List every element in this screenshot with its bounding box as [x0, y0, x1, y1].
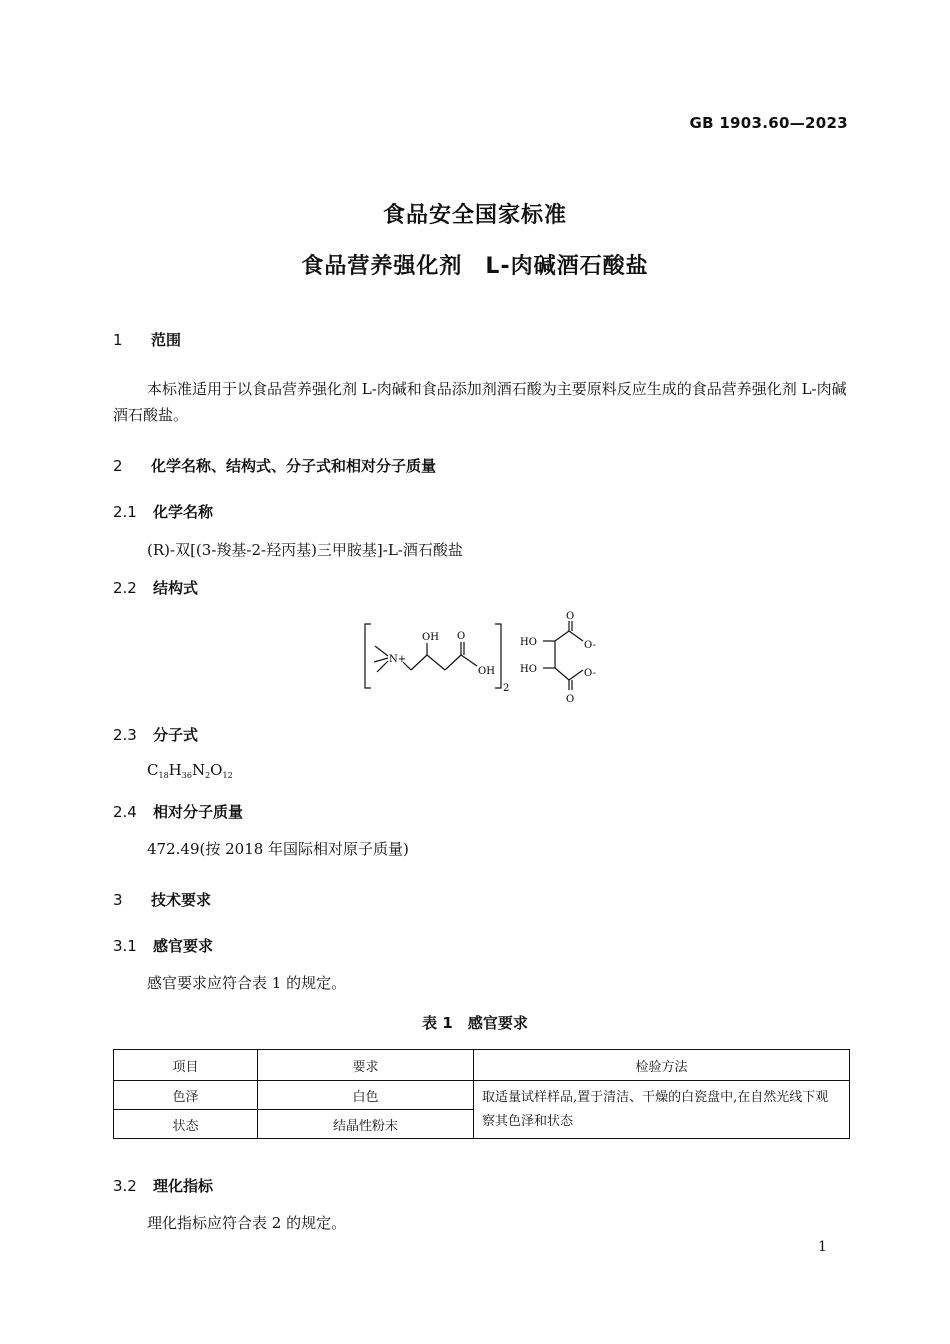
element-h: H — [168, 761, 182, 779]
header-requirement: 要求 — [258, 1050, 474, 1081]
section-title: 范围 — [151, 331, 182, 349]
section-title: 技术要求 — [151, 891, 212, 909]
section-title: 理化指标 — [153, 1177, 214, 1195]
label-o-1: O — [566, 611, 575, 622]
label-o-acid: O — [457, 631, 466, 642]
section-title: 结构式 — [153, 579, 199, 597]
section-title: 化学名称、结构式、分子式和相对分子质量 — [151, 457, 437, 475]
section-1-text: 本标准适用于以食品营养强化剂 L-肉碱和食品添加剂酒石酸为主要原料反应生成的食品营养强化剂 L-肉碱酒石酸盐。 — [113, 380, 847, 424]
count-o: 12 — [222, 771, 233, 780]
section-3-1-text: 感官要求应符合表 1 的规定。 — [147, 974, 347, 992]
count-n: 2 — [205, 771, 211, 780]
label-ho-2: HO — [520, 664, 537, 675]
section-number: 3.2 — [113, 1177, 137, 1195]
label-o-2: O — [566, 694, 575, 705]
cell-requirement: 白色 — [258, 1081, 474, 1110]
section-3-2-text: 理化指标应符合表 2 的规定。 — [147, 1214, 347, 1232]
section-number: 2.2 — [113, 579, 137, 597]
page-number: 1 — [818, 1239, 827, 1255]
element-n: N — [191, 761, 206, 779]
section-2-heading — [113, 455, 436, 476]
main-title: 食品安全国家标准 — [382, 203, 567, 228]
section-3-2-heading — [113, 1175, 213, 1196]
bracket-right — [495, 624, 501, 688]
section-3-heading — [113, 889, 211, 910]
section-2-3-heading — [113, 724, 198, 745]
section-number: 2 — [113, 457, 123, 475]
section-title: 分子式 — [153, 726, 199, 744]
header-method: 检验方法 — [474, 1050, 850, 1081]
cell-item: 色泽 — [114, 1081, 258, 1110]
cell-item: 状态 — [114, 1110, 258, 1139]
label-oh-acid: OH — [478, 666, 495, 677]
count-h: 36 — [181, 771, 192, 780]
section-3-1-heading — [113, 935, 213, 956]
header-item: 项目 — [114, 1050, 258, 1081]
element-c: C — [147, 761, 159, 779]
section-number: 2.1 — [113, 503, 137, 521]
element-o: O — [210, 761, 223, 779]
molecular-formula — [147, 761, 233, 780]
section-2-2-heading — [113, 577, 198, 598]
table-header-row — [114, 1050, 850, 1081]
label-ho-1: HO — [520, 637, 537, 648]
count-c: 18 — [158, 771, 169, 780]
molecular-mass: 472.49(按 2018 年国际相对原子质量) — [147, 840, 409, 858]
label-n-plus: N+ — [389, 654, 407, 665]
section-title: 感官要求 — [153, 937, 214, 955]
table-1-caption: 表 1 感官要求 — [422, 1014, 528, 1032]
section-1-heading — [113, 329, 181, 350]
section-number: 2.4 — [113, 803, 137, 821]
section-title: 化学名称 — [153, 503, 214, 521]
label-subscript-2: 2 — [503, 683, 510, 694]
cell-requirement: 结晶性粉末 — [258, 1110, 474, 1139]
section-number: 3 — [113, 891, 123, 909]
section-number: 1 — [113, 331, 123, 349]
table-1 — [113, 1049, 850, 1139]
structural-formula — [355, 608, 615, 708]
section-2-4-heading — [113, 801, 243, 822]
section-title: 相对分子质量 — [153, 803, 244, 821]
label-oh-top: OH — [422, 632, 439, 643]
section-2-1-heading — [113, 501, 213, 522]
bracket-left — [365, 624, 371, 688]
cell-method: 取适量试样样品,置于清洁、干燥的白瓷盘中,在自然光线下观察其色泽和状态 — [474, 1081, 850, 1139]
table-row — [114, 1081, 850, 1110]
label-o-minus-2: O- — [584, 668, 596, 679]
standard-code: GB 1903.60—2023 — [689, 114, 848, 132]
section-number: 2.3 — [113, 726, 137, 744]
sub-title: 食品营养强化剂 L-肉碱酒石酸盐 — [301, 254, 649, 279]
label-o-minus-1: O- — [584, 640, 596, 651]
chemical-name: (R)-双[(3-羧基-2-羟丙基)三甲胺基]-L-酒石酸盐 — [147, 541, 463, 559]
section-number: 3.1 — [113, 937, 137, 955]
